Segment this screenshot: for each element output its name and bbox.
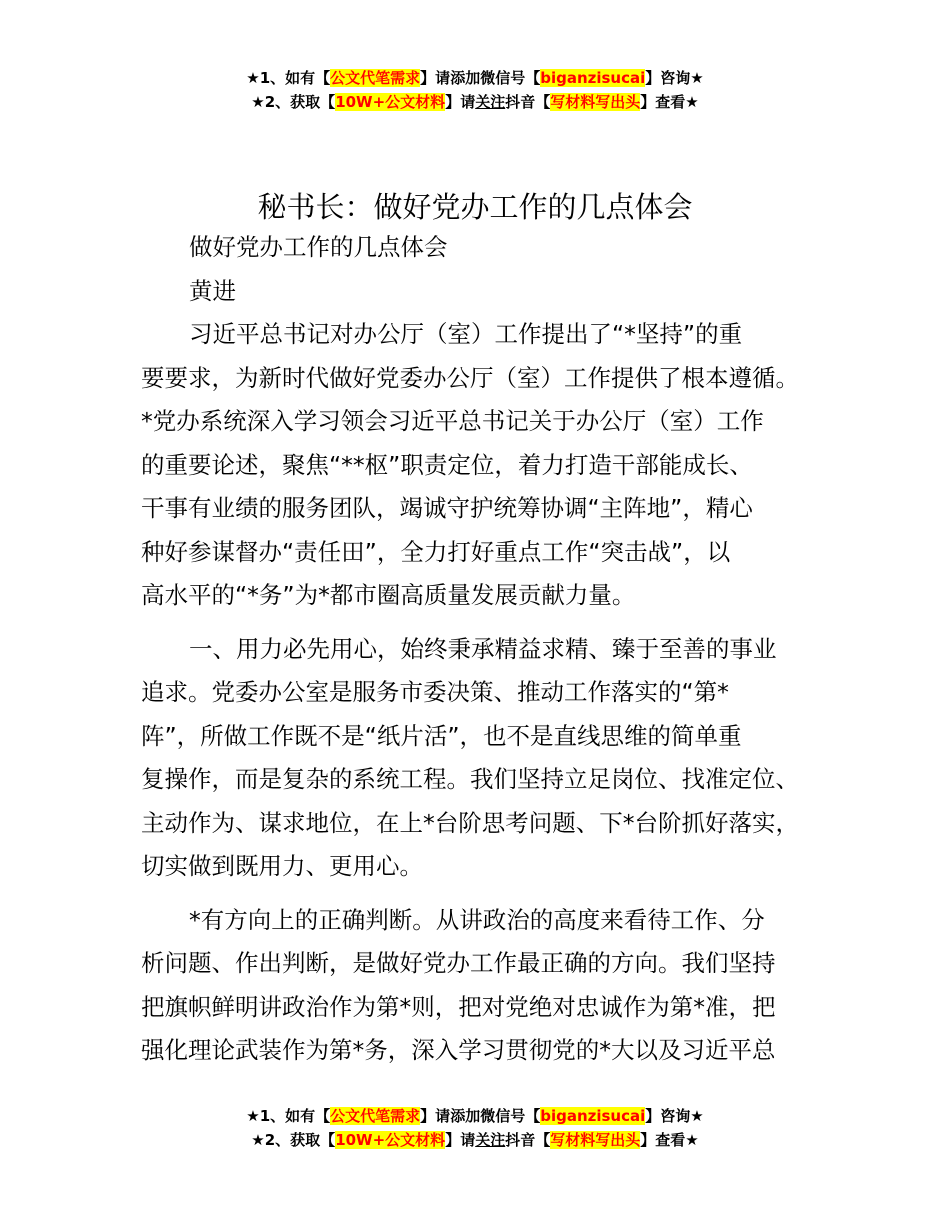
body-paragraph (141, 628, 841, 889)
banner-text: ★2、获取【 (251, 1131, 336, 1149)
banner-highlight: biganzisucai (540, 1107, 646, 1125)
banner-highlight: 10W+公文材料 (335, 93, 446, 111)
document-body (141, 226, 841, 1073)
banner-text: 】咨询★ (645, 1107, 704, 1125)
banner-text: ★1、如有【 (246, 69, 331, 87)
banner-text: 微信号【 (480, 1107, 541, 1125)
banner-line-2 (0, 90, 950, 114)
paragraph-line: 要要求，为新时代做好党委办公厅（室）工作提供了根本遵循。 (141, 363, 799, 392)
paragraph-line: 阵”，所做工作既不是“纸片活”，也不是直线思维的简单重 (141, 721, 742, 750)
banner-highlight: 公文代笔需求 (330, 1107, 421, 1125)
banner-emphasis: 添加 (450, 1107, 481, 1125)
paragraph-line: 种好参谋督办“责任田”，全力打好重点工作“突击战”，以 (141, 537, 731, 566)
banner-emphasis: 添加 (450, 69, 481, 87)
banner-highlight: 公文代笔需求 (330, 69, 421, 87)
body-paragraph (141, 899, 841, 1073)
banner-text: 】请 (420, 69, 451, 87)
banner-text: 】请 (445, 93, 476, 111)
banner-line-1 (0, 1104, 950, 1128)
paragraph-line: 一、用力必先用心，始终秉承精益求精、臻于至善的事业 (189, 634, 777, 663)
banner-text: ★2、获取【 (251, 93, 336, 111)
document-subtitle: 做好党办工作的几点体会 (189, 233, 448, 261)
banner-emphasis: 关注 (475, 1131, 506, 1149)
paragraph-container (141, 313, 841, 1073)
banner-text: 】查看★ (640, 1131, 699, 1149)
paragraph-line: *有方向上的正确判断。从讲政治的高度来看待工作、分 (189, 905, 765, 934)
banner-highlight: 10W+公文材料 (335, 1131, 446, 1149)
paragraph-line: 追求。党委办公室是服务市委决策、推动工作落实的“第* (141, 678, 729, 706)
banner-text: 微信号【 (480, 69, 541, 87)
paragraph-line: 干事有业绩的服务团队，竭诚守护统筹协调“主阵地”，精心 (141, 494, 753, 522)
header-banner (0, 66, 950, 114)
paragraph-line: 复操作，而是复杂的系统工程。我们坚持立足岗位、找准定位、 (141, 765, 799, 793)
banner-line-2 (0, 1128, 950, 1152)
banner-highlight: 写材料写出头 (550, 93, 641, 111)
body-paragraph (141, 313, 841, 618)
banner-text: 】请 (445, 1131, 476, 1149)
banner-text: 抖音【 (505, 1131, 551, 1149)
banner-text: ★1、如有【 (246, 1107, 331, 1125)
paragraph-line: 高水平的“*务”为*都市圈高质量发展贡献力量。 (141, 581, 636, 609)
paragraph-line: 强化理论武装作为第*务，深入学习贯彻党的*大以及习近平总 (141, 1036, 776, 1064)
banner-text: 】请 (420, 1107, 451, 1125)
paragraph-line: 把旗帜鲜明讲政治作为第*则，把对党绝对忠诚作为第*准，把 (141, 992, 776, 1021)
paragraph-line: *党办系统深入学习领会习近平总书记关于办公厅（室）工作 (141, 407, 764, 435)
banner-highlight: 写材料写出头 (550, 1131, 641, 1149)
document-title: 秘书长：做好党办工作的几点体会 (257, 190, 693, 225)
banner-text: 】查看★ (640, 93, 699, 111)
document-author: 黄进 (189, 276, 236, 305)
banner-highlight: biganzisucai (540, 69, 646, 87)
paragraph-line: 习近平总书记对办公厅（室）工作提出了“*坚持”的重 (189, 320, 743, 348)
paragraph-line: 主动作为、谋求地位，在上*台阶思考问题、下*台阶抓好落实， (141, 808, 799, 837)
banner-line-1 (0, 66, 950, 90)
paragraph-line: 切实做到既用力、更用心。 (141, 852, 423, 880)
footer-banner (0, 1104, 950, 1152)
paragraph-line: 的重要论述，聚焦“**枢”职责定位，着力打造干部能成长、 (141, 450, 753, 479)
banner-text: 】咨询★ (645, 69, 704, 87)
banner-emphasis: 关注 (475, 93, 506, 111)
paragraph-line: 析问题、作出判断，是做好党办工作最正确的方向。我们坚持 (141, 949, 776, 977)
banner-text: 抖音【 (505, 93, 551, 111)
